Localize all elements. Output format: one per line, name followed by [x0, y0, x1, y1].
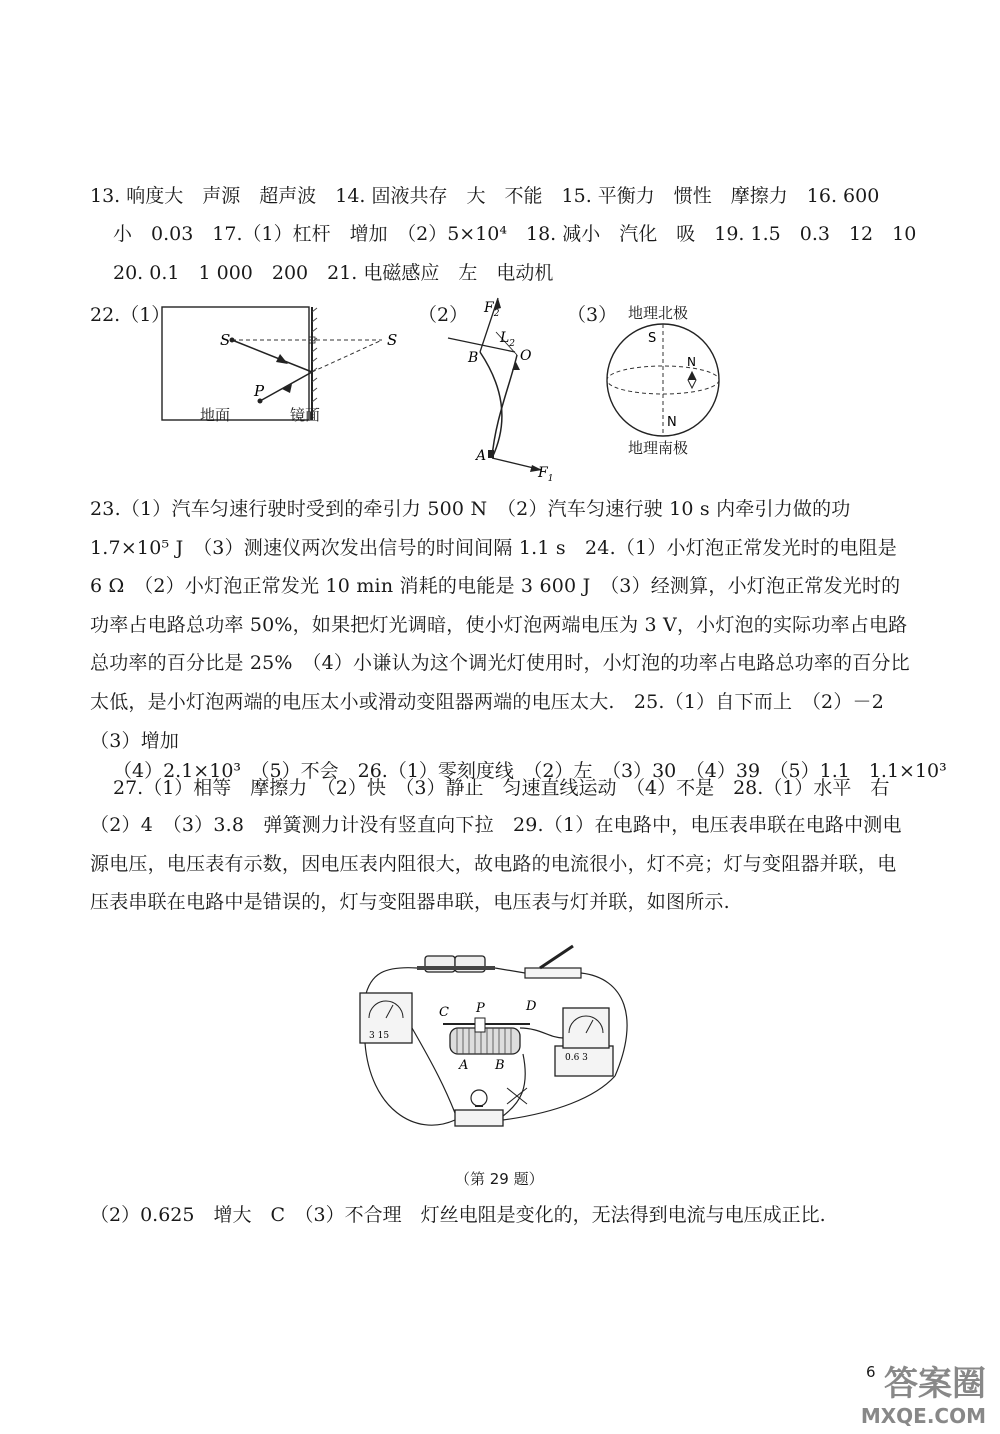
point-p-label: P — [254, 382, 265, 400]
voltmeter1-range-label: 3 15 — [369, 1031, 390, 1041]
ground-label: 地面 — [200, 406, 231, 424]
lever-force-figure — [440, 290, 565, 484]
point-a-label: A — [476, 448, 487, 464]
page-number: 6 — [866, 1363, 876, 1381]
watermark — [861, 1364, 986, 1428]
magnetic-n-label: N — [667, 415, 677, 430]
needle-n-label: N — [687, 355, 696, 369]
arm-l2-label: $L_2$ — [500, 330, 516, 349]
force-f2-label: $F_2$ — [484, 300, 500, 319]
answer-line-13-16: 13. 响度大 声源 超声波 14. 固液共存 大 不能 15. 平衡力 惯性 摩擦力 16. 600 — [90, 185, 880, 207]
watermark-logo: 答案圈 — [884, 1364, 986, 1404]
slider-p-label: P — [476, 1001, 485, 1016]
geographic-north-label: 地理北极 — [628, 304, 689, 322]
terminal-b-label: B — [495, 1058, 505, 1073]
q22-part3-label: （3） — [567, 304, 618, 326]
answer-paragraph-28-29: （2）4 （3）3.8 弹簧测力计没有竖直向下拉 29.（1）在电路中，电压表串联在电路中测电源电压，电压表有示数，因电压表内阻很大，故电路的电流很小，灯不亮；灯与变阻器并联，电压表串联在电路中是错误的，灯与变阻器串联，电压表与灯并联，如图所示. — [90, 814, 902, 914]
terminal-a-label: A — [459, 1058, 469, 1073]
point-s-label: S — [220, 331, 231, 349]
force-f1-label: $F_1$ — [538, 465, 554, 484]
q22-part1-label: 22.（1） — [90, 304, 171, 326]
q22-part2-label: （2） — [418, 304, 469, 326]
circuit-diagram-figure — [355, 938, 645, 1153]
pivot-o-label: O — [520, 348, 532, 364]
earth-magnetic-figure — [600, 320, 730, 440]
answer-line-16-19: 小 0.03 17.（1）杠杆 增加 （2）5×10⁴ 18. 减小 汽化 吸 19. 1.5 0.3 12 10 — [113, 223, 917, 245]
mirror-reflection-figure — [150, 300, 410, 430]
mirror-label: 镜面 — [290, 406, 321, 424]
answer-line-27-28: 27.（1）相等 摩擦力 （2）快 （3）静止 匀速直线运动 （4）不是 28.（1）水平 右 — [113, 777, 890, 799]
answer-paragraph-23-25: 23.（1）汽车匀速行驶时受到的牵引力 500 N （2）汽车匀速行驶 10 s 内牵引力做的功 1.7×10⁵ J （3）测速仪两次发出信号的时间间隔 1.1 s 24.（1）小灯泡正常发光时的电阻是 6 Ω （2）小灯泡正常发光 10 min 消耗的电能是 3 600 J （3）经测算，小灯泡正常发光时的功率占电路总功率 50%，如果把灯光调暗，使小灯泡两端电压为 3 V，小灯泡的实际功率占电路总功率的百分比是 25% （4）小谦认为这个调光灯使用时，小灯泡的功率占电路总功率的百分比太低，是小灯泡两端的电压太小或滑动变阻器两端的电压太大. 25.（1）自下而上 （2）－2 （3）增加 — [90, 498, 910, 752]
terminal-c-label: C — [439, 1005, 449, 1020]
answer-line-29-continued: （2）0.625 增大 C （3）不合理 灯丝电阻是变化的，无法得到电流与电压成正比. — [90, 1204, 826, 1226]
figure-29-caption: （第 29 题） — [455, 1170, 544, 1188]
image-s-label: S — [387, 331, 398, 349]
point-b-label: B — [468, 350, 479, 366]
ammeter-range-label: 0.6 3 — [565, 1053, 588, 1063]
magnetic-s-label: S — [648, 331, 657, 346]
watermark-url: MXQE.COM — [860, 1404, 986, 1428]
terminal-d-label: D — [526, 999, 537, 1014]
answer-line-25-26: （4）2.1×10³ （5）不会 26.（1）零刻度线 （2）左 （3）30 （4）39 （5）1.1 1.1×10³ — [113, 760, 947, 782]
answer-line-20-21: 20. 0.1 1 000 200 21. 电磁感应 左 电动机 — [113, 262, 554, 284]
geographic-south-label: 地理南极 — [628, 439, 689, 457]
